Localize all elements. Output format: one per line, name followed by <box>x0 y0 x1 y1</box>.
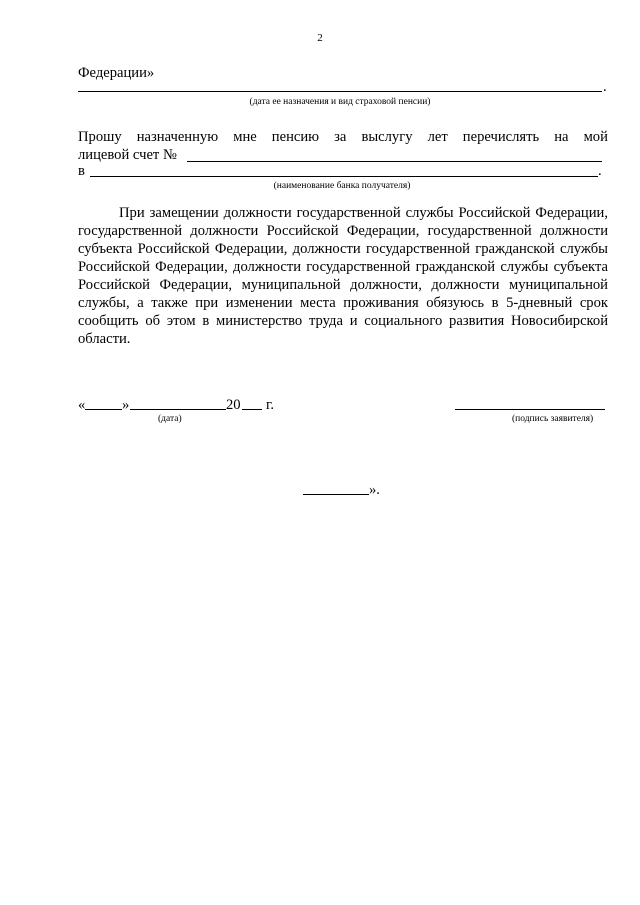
account-label: лицевой счет № <box>78 147 177 163</box>
year-suffix: г. <box>266 397 274 413</box>
page-number: 2 <box>317 32 323 44</box>
day-field-line[interactable] <box>85 409 122 410</box>
obligation-text: При замещении должности государственной службы Российской Федерации, государственной должности Российской Федерации, государственной должности субъекта Российской Федерации, должности государственной гражданской службы Российской Федерации, должности государственной гражданской службы субъекта Российской Федерации, муниципальной должности, должности муниципальной службы, а также при изменении места проживания обязуюсь в 5-дневный срок сообщить об этом в министерство труда и социального развития Новосибирской области. <box>78 205 608 347</box>
bank-name-caption: (наименование банка получателя) <box>273 181 411 191</box>
request-word: лет <box>427 129 448 145</box>
bank-prefix: в <box>78 163 85 179</box>
request-first-line <box>78 128 608 146</box>
account-number-field-line[interactable] <box>187 161 602 162</box>
signature-caption: (подпись заявителя) <box>512 414 594 424</box>
request-word: перечислять <box>462 129 540 145</box>
request-word: мой <box>583 129 608 145</box>
request-word: пенсию <box>271 129 320 145</box>
date-close-quote: » <box>122 397 130 413</box>
year-prefix: 20 <box>226 397 241 413</box>
request-word: назначенную <box>136 129 219 145</box>
bank-name-field-line[interactable] <box>90 176 598 177</box>
request-word: выслугу <box>361 129 413 145</box>
request-word: на <box>554 129 569 145</box>
pension-type-caption: (дата ее назначения и вид страховой пенсии) <box>249 97 431 107</box>
request-word: Прошу <box>78 129 122 145</box>
request-word: мне <box>233 129 257 145</box>
closing-field-line[interactable] <box>303 494 369 495</box>
request-word: за <box>334 129 347 145</box>
line-end-mark: . <box>598 163 602 179</box>
year-field-line[interactable] <box>242 409 262 410</box>
pension-type-field-line[interactable] <box>78 91 602 92</box>
obligation-paragraph <box>78 204 608 348</box>
date-open-quote: « <box>78 397 86 413</box>
month-field-line[interactable] <box>130 409 226 410</box>
signature-field-line[interactable] <box>455 409 605 410</box>
continued-text: Федерации» <box>78 65 155 81</box>
closing-mark: ». <box>369 482 380 498</box>
line-end-mark: . <box>603 79 607 95</box>
date-caption: (дата) <box>158 414 182 424</box>
